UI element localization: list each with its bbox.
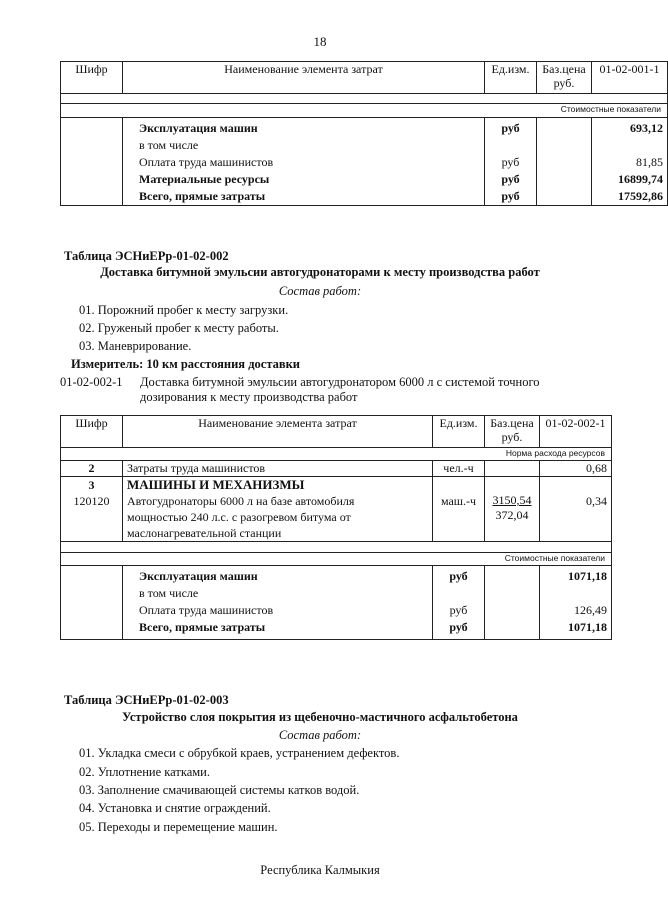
machine-price-top: 3150,54 [492,493,532,507]
work-item: 03. Заполнение смачивающей системы катков водой. [79,783,360,797]
machine-value: 0,34 [586,494,607,508]
machine-description: мощностью 240 л.с. с разогревом битума от [127,510,351,524]
cost-row-name: Всего, прямые затраты [139,620,266,634]
cost-row-name: Эксплуатация машин [139,569,258,583]
work-item: 02. Груженый пробег к месту работы. [79,321,279,335]
cost-row-value: 1071,18 [568,620,607,634]
work-item: 01. Порожний пробег к месту загрузки. [79,303,289,317]
item-description: дозирования к месту производства работ [140,390,358,404]
work-item: 04. Установка и снятие ограждений. [79,801,271,815]
row-value: 81,85 [636,155,663,169]
meter: Измеритель: 10 км расстояния доставки [71,357,301,371]
header-base-price: Баз.цена руб. [485,416,540,448]
work-item: 05. Переходы и перемещение машин. [79,820,278,834]
item-description: Доставка битумной эмульсии автогудронатором 6000 л с системой точного [140,375,540,389]
cost-table-1 [60,61,668,206]
header-name: Наименование элемента затрат [123,416,433,448]
work-item: 01. Укладка смеси с обрубкой краев, устранением дефектов. [79,746,400,760]
labor-unit: чел.-ч [433,461,485,477]
header-name: Наименование элемента затрат [123,62,485,94]
machines-title: МАШИНЫ И МЕХАНИЗМЫ [127,477,305,492]
machine-item-code: 120120 [73,494,110,508]
labor-code: 2 [61,461,123,477]
row-name: в том числе [139,138,199,152]
composition-label: Состав работ: [278,728,362,742]
cost-row-unit: руб [449,569,468,583]
labor-value: 0,68 [540,461,612,477]
page-number: 18 [313,34,327,49]
machines-code: 3 [88,478,95,492]
subheader-cost-indicators: Стоимостные показатели [61,104,668,118]
header-unit: Ед.изм. [485,62,537,94]
header-code: Шифр [61,62,123,94]
subheader-resource-norm: Норма расхода ресурсов [61,448,612,461]
cost-row-value: 1071,18 [568,569,607,583]
machine-description: маслонагревательной станции [127,526,282,540]
row-unit: руб [501,172,520,186]
cost-row-name: Оплата труда машинистов [139,603,274,617]
row-name: Оплата труда машинистов [139,155,274,169]
row-name: Эксплуатация машин [139,121,258,135]
row-unit: руб [501,155,520,169]
subheader-cost-indicators: Стоимостные показатели [61,553,612,566]
machine-unit: маш.-ч [440,494,477,508]
table-title: Таблица ЭСНиЕРр-01-02-003 [64,693,229,707]
row-value: 693,12 [630,121,663,135]
labor-name: Затраты труда машинистов [123,461,433,477]
row-unit: руб [501,189,520,203]
cost-row-unit: руб [449,603,468,617]
work-item: 02. Уплотнение катками. [79,765,210,779]
cost-row-value: 126,49 [574,603,607,617]
section-heading: Доставка битумной эмульсии автогудронаторами к месту производства работ [100,265,540,279]
item-code: 01-02-002-1 [60,375,123,389]
machine-description: Автогудронаторы 6000 л на базе автомобиля [127,494,355,508]
row-value: 17592,86 [618,189,663,203]
work-item: 03. Маневрирование. [79,339,192,353]
header-norm-code: 01-02-002-1 [540,416,612,448]
cost-row-unit: руб [449,620,468,634]
header-unit: Ед.изм. [433,416,485,448]
row-unit: руб [501,121,520,135]
header-base-price: Баз.цена руб. [537,62,592,94]
machine-price-bottom: 372,04 [495,508,529,522]
resource-table-2 [60,415,612,640]
row-name: Материальные ресурсы [139,172,270,186]
row-value: 16899,74 [618,172,663,186]
header-norm-code: 01-02-001-1 [592,62,668,94]
header-code: Шифр [61,416,123,448]
composition-label: Состав работ: [278,284,362,298]
table-title: Таблица ЭСНиЕРр-01-02-002 [64,249,229,263]
footer-region: Республика Калмыкия [260,863,380,877]
section-heading: Устройство слоя покрытия из щебеночно-мастичного асфальтобетона [122,710,518,724]
row-name: Всего, прямые затраты [139,189,266,203]
cost-row-name: в том числе [139,586,199,600]
